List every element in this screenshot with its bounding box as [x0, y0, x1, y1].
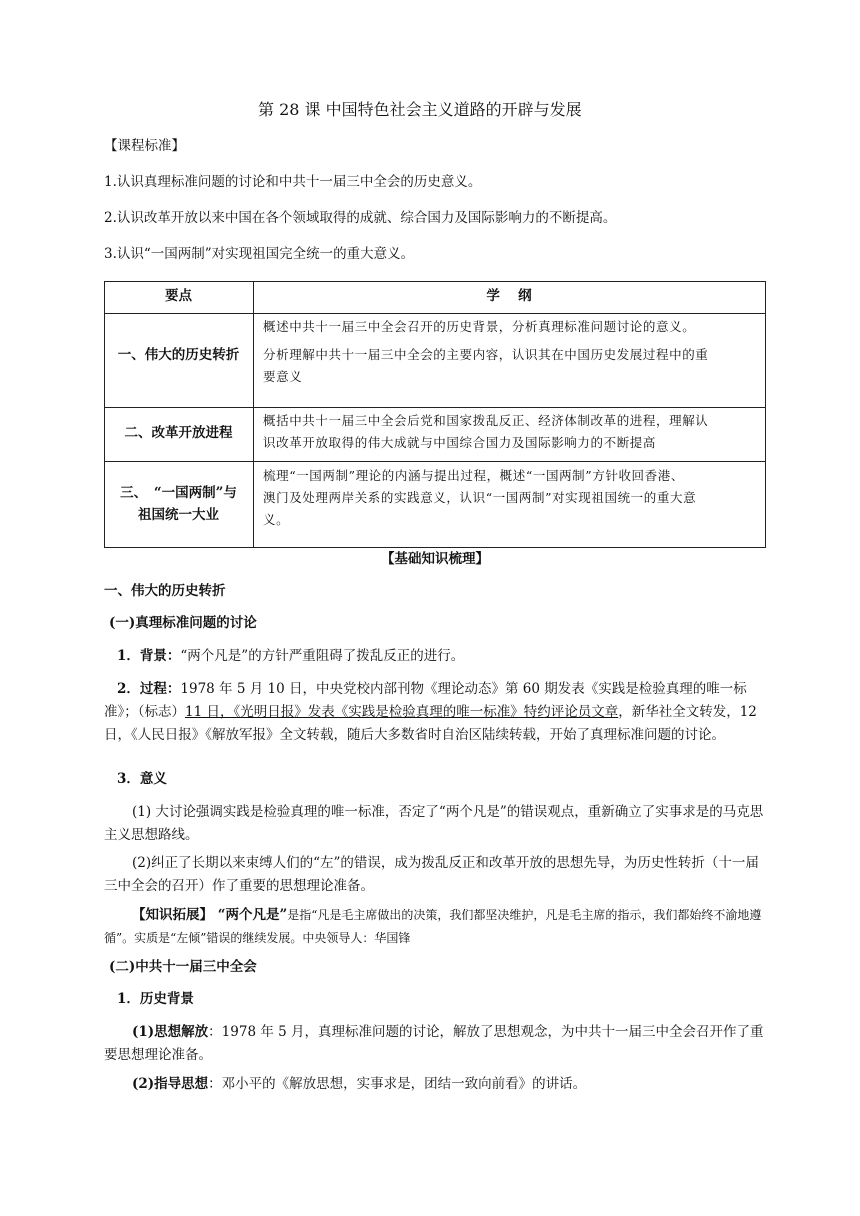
process-paragraph [104, 678, 766, 747]
syllabus-table [104, 281, 766, 548]
extension-label: 【知识拓展】 “两个凡是” [132, 907, 288, 923]
background-paragraph [117, 645, 464, 667]
table-row-3-content [263, 465, 763, 531]
process-underlined-text: 11 日，《光明日报》发表《实践是检验真理的唯一标准》特约评论员文章 [185, 704, 619, 720]
table-row-1-line: 要意义 [263, 369, 303, 384]
table-row-2-line: 识改革开放取得的伟大成就与中国综合国力及国际影响力的不断提高 [263, 435, 657, 450]
item-2-text: ：邓小平的《解放思想，实事求是，团结一致向前看》的讲话。 [208, 1076, 587, 1092]
curriculum-heading: 【课程标准】 [104, 138, 185, 154]
table-header-point: 要点 [165, 288, 192, 304]
extension-text: 是指“凡是毛主席做出的决策，我们都坚决维护，凡是毛主席的指示，我们都始终不渝地遵循”。实质是“左倾”错误的继续发展。中央领导人：华国锋 [104, 908, 762, 945]
table-header-outline: 学 纲 [486, 288, 532, 304]
basics-heading: 【基础知识梳理】 [381, 551, 489, 567]
table-row-3-line: 义。 [263, 512, 290, 527]
background-label: 1．背景： [117, 648, 181, 664]
history-background-label: 1．历史背景 [117, 991, 194, 1007]
table-row-2-point: 二、改革开放进程 [124, 425, 233, 441]
process-label: 2．过程： [117, 681, 181, 697]
table-row-3-line: 澳门及处理两岸关系的实践意义，认识“一国两制”对实现祖国统一的重大意 [263, 490, 697, 505]
lesson-title: 第 28 课 中国特色社会主义道路的开辟与发展 [258, 100, 582, 119]
table-row-2-content [263, 410, 763, 454]
table-row-1-line: 分析理解中共十一届三中全会的主要内容，认识其在中国历史发展过程中的重 [263, 347, 709, 362]
table-row-2-line: 概括中共十一届三中全会后党和国家拨乱反正、经济体制改革的进程，理解认 [263, 413, 709, 428]
process-text-2: ，新华社全文转发，12 日，《人民日报》《解放军报》全文转载，随后大多数省时自治区陆续转载，开始了真理标准问题的讨论。 [104, 704, 757, 743]
background-text: “两个凡是”的方针严重阻碍了拨乱反正的进行。 [180, 648, 465, 664]
curriculum-item-1: 1.认识真理标准问题的讨论和中共十一届三中全会的历史意义。 [104, 174, 482, 190]
process-text-1: 1978 年 5 月 10 日，中央党校内部刊物《理论动态》第 60 期发表《实践是检验真理的唯一标准》；（标志） [104, 681, 747, 720]
item-1-text: ：1978 年 5 月，真理标准问题的讨论，解放了思想观念，为中共十一届三中全会召开作了重要思想理论准备。 [104, 1024, 764, 1063]
item-guiding-thought [104, 1073, 766, 1096]
table-row-3-point-line1: 三、 “一国两制”与 [120, 485, 237, 501]
curriculum-item-2: 2.认识改革开放以来中国在各个领域取得的成就、综合国力及国际影响力的不断提高。 [104, 210, 617, 226]
subsection-2-heading: (二)中共十一届三中全会 [109, 959, 257, 975]
subsection-1-heading: (一)真理标准问题的讨论 [109, 615, 257, 631]
meaning-1: (1) 大讨论强调实践是检验真理的唯一标准，否定了“两个凡是”的错误观点，重新确立了实事求是的马克思主义思想路线。 [104, 804, 764, 843]
item-1-label: (1)思想解放 [132, 1024, 209, 1040]
item-2-label: (2)指导思想 [132, 1076, 209, 1092]
item-thought-liberation [104, 1021, 766, 1067]
section-1-heading: 一、伟大的历史转折 [104, 583, 226, 599]
meaning-label: 3．意义 [117, 771, 167, 787]
table-row-1-point: 一、伟大的历史转折 [117, 347, 240, 363]
curriculum-item-3: 3.认识“一国两制”对实现祖国完全统一的重大意义。 [104, 246, 415, 262]
knowledge-extension [104, 904, 766, 950]
table-row-1-line: 概述中共十一届三中全会召开的历史背景，分析真理标准问题讨论的意义。 [263, 319, 696, 334]
meaning-2: (2)纠正了长期以来束缚人们的“左”的错误，成为拨乱反正和改革开放的思想先导，为历史性转折（十一届三中全会的召开）作了重要的思想理论准备。 [104, 855, 759, 894]
table-row-3-line: 梳理“一国两制”理论的内涵与提出过程，概述“一国两制”方针收回香港、 [263, 468, 684, 483]
table-row-3-point-line2: 祖国统一大业 [138, 507, 219, 523]
table-row-1-content [263, 316, 763, 388]
